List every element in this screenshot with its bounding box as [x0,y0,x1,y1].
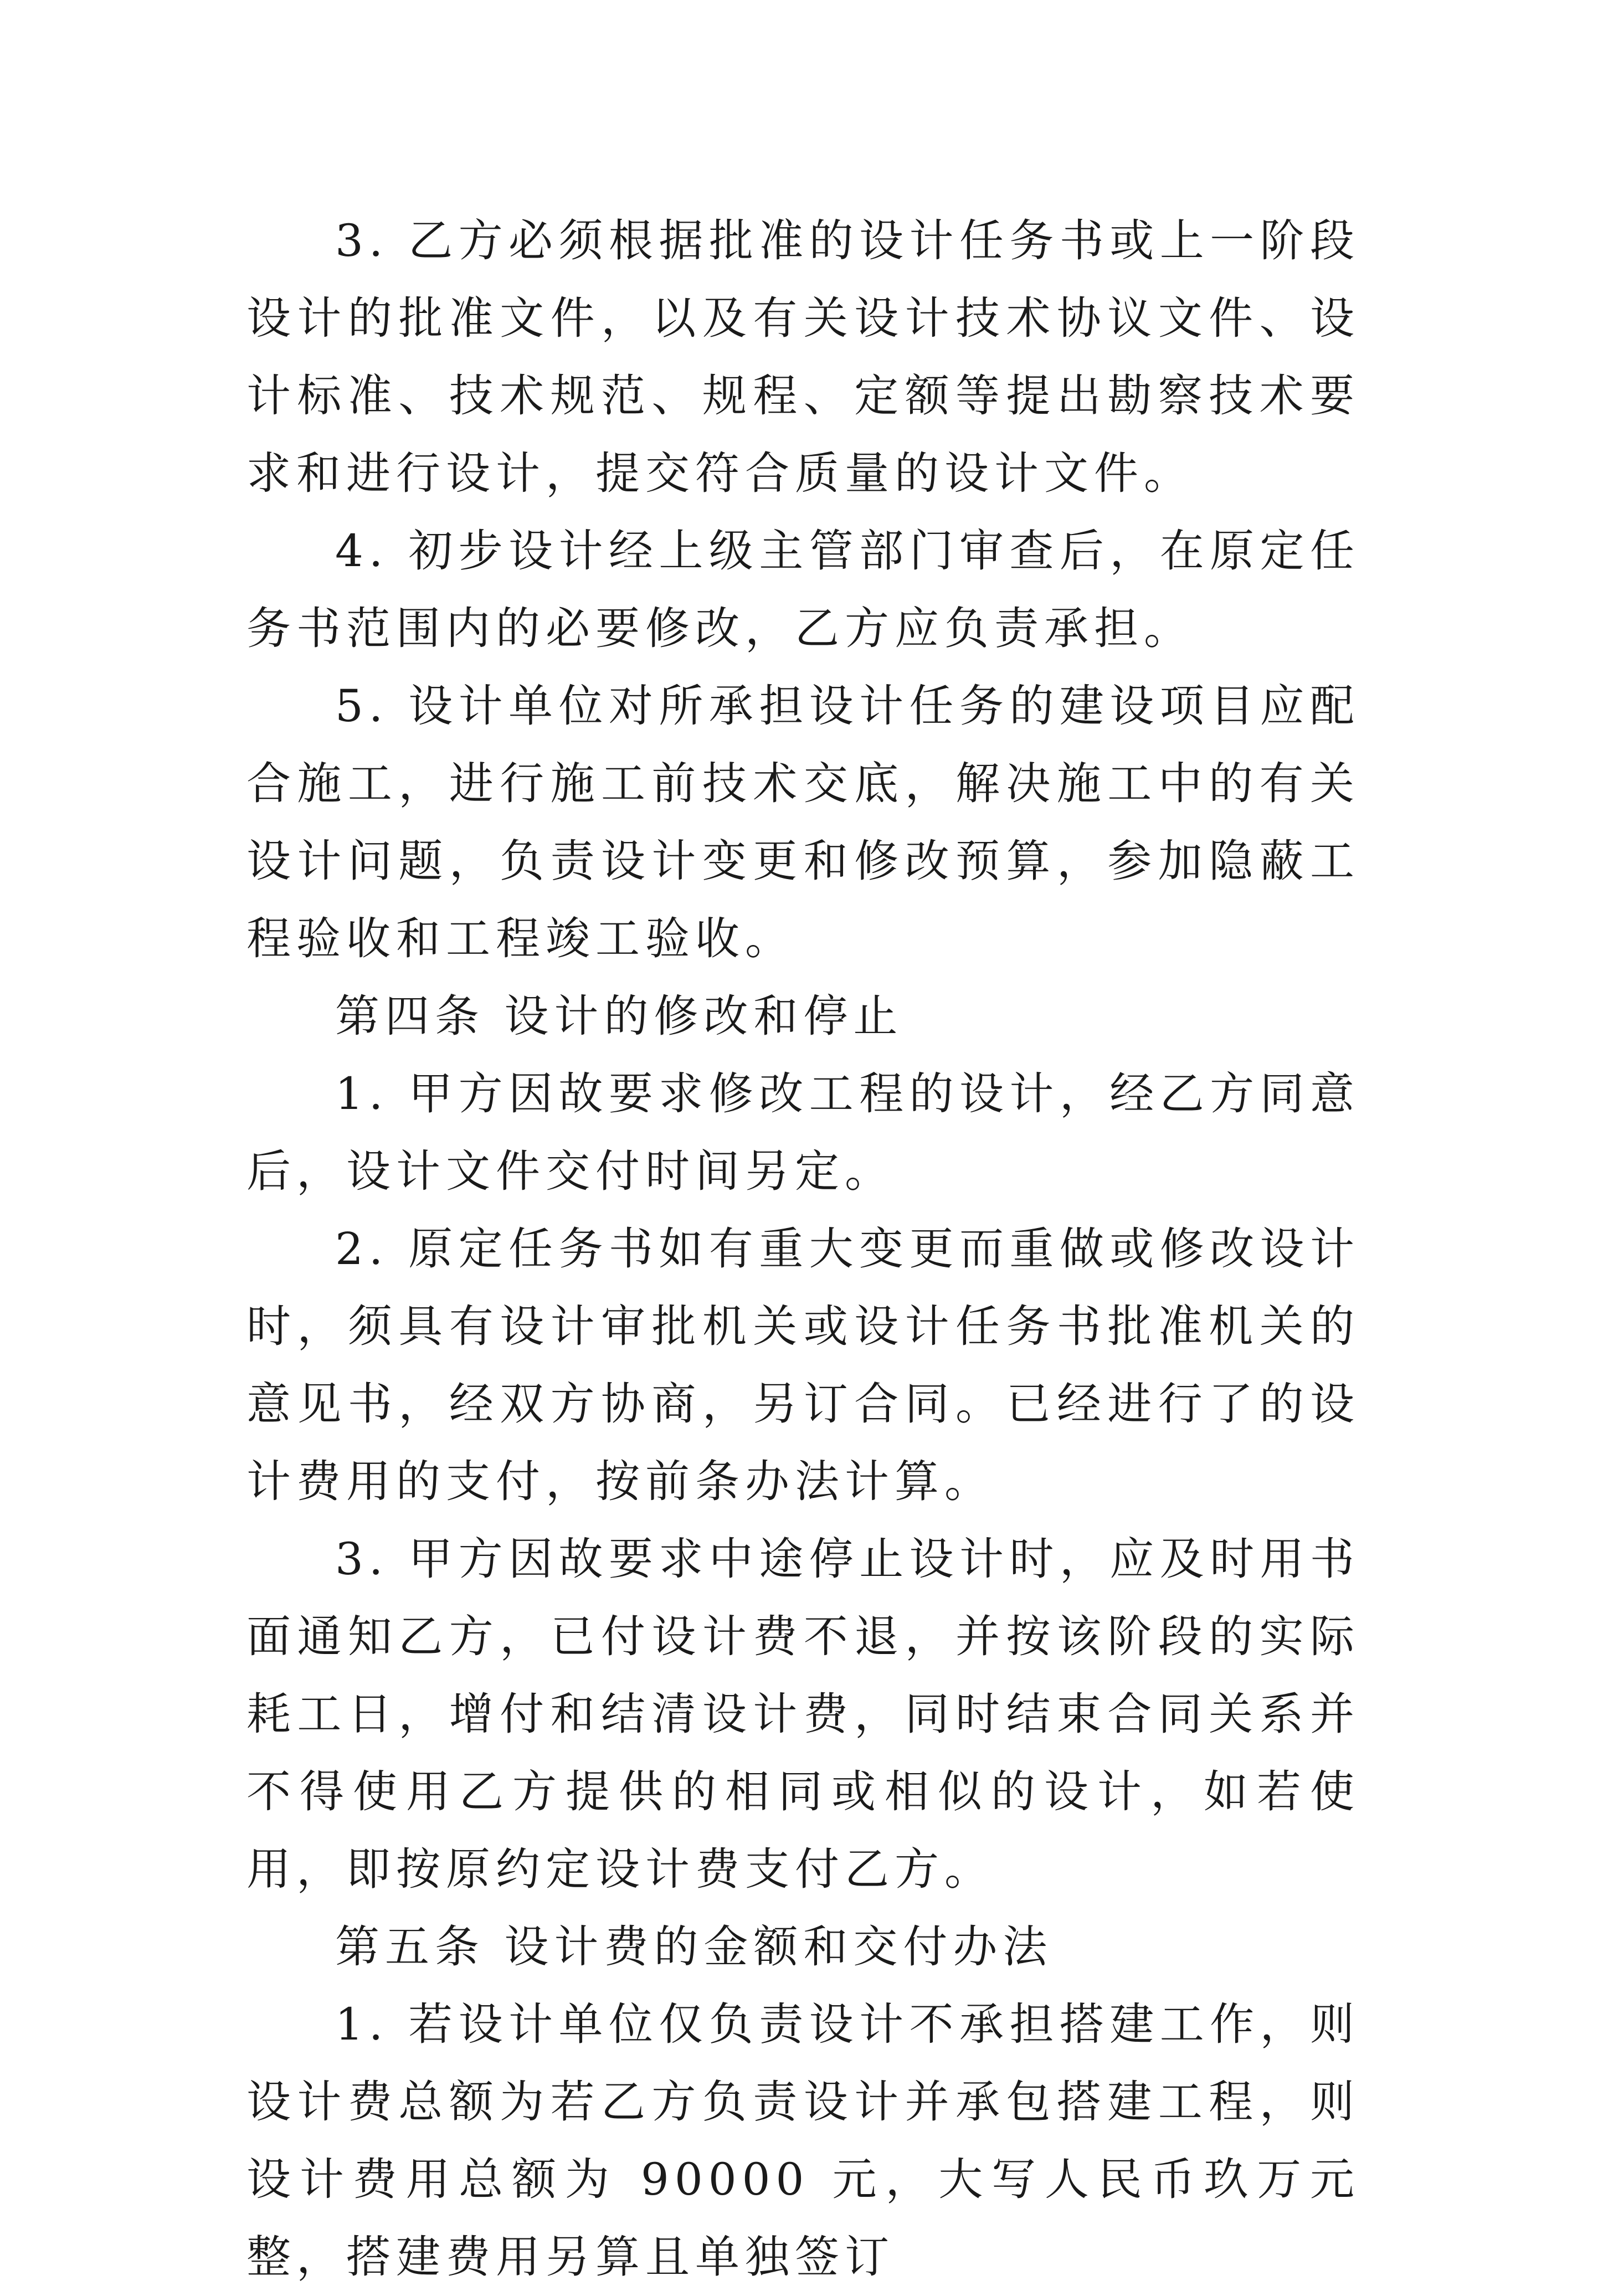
paragraph-clause-3-item-4: 4. 初步设计经上级主管部门审查后，在原定任务书范围内的必要修改，乙方应负责承担。 [246,525,1360,654]
heading-clause-5: 第五条 设计费的金额和交付办法 [335,1921,1053,1973]
paragraph-clause-3-item-5: 5. 设计单位对所承担设计任务的建设项目应配合施工，进行施工前技术交底，解决施工中的有关设计问题，负责设计变更和修改预算，参加隐蔽工程验收和工程竣工验收。 [246,680,1360,964]
paragraph-clause-3-item-3: 3. 乙方必须根据批准的设计任务书或上一阶段设计的批准文件，以及有关设计技术协议文件、设计标准、技术规范、规程、定额等提出勘察技术要求和进行设计，提交符合质量的设计文件。 [246,215,1360,499]
heading-clause-4: 第四条 设计的修改和停止 [335,990,903,1042]
paragraph-clause-4-item-1: 1. 甲方因故要求修改工程的设计，经乙方同意后，设计文件交付时间另定。 [246,1068,1360,1197]
document-body [246,202,1360,2296]
paragraph-clause-4-item-2: 2. 原定任务书如有重大变更而重做或修改设计时，须具有设计审批机关或设计任务书批准机关的意见书，经双方协商，另订合同。已经进行了的设计费用的支付，按前条办法计算。 [246,1223,1360,1507]
paragraph-clause-5-item-1: 1. 若设计单位仅负责设计不承担搭建工作，则设计费总额为若乙方负责设计并承包搭建工程，则设计费用总额为 90000 元，大写人民币玖万元整，搭建费用另算且单独签订 [246,1999,1360,2283]
paragraph-clause-4-item-3: 3. 甲方因故要求中途停止设计时，应及时用书面通知乙方，已付设计费不退，并按该阶段的实际耗工日，增付和结清设计费，同时结束合同关系并不得使用乙方提供的相同或相似的设计，如若使用，即按原约定设计费支付乙方。 [246,1533,1360,1895]
